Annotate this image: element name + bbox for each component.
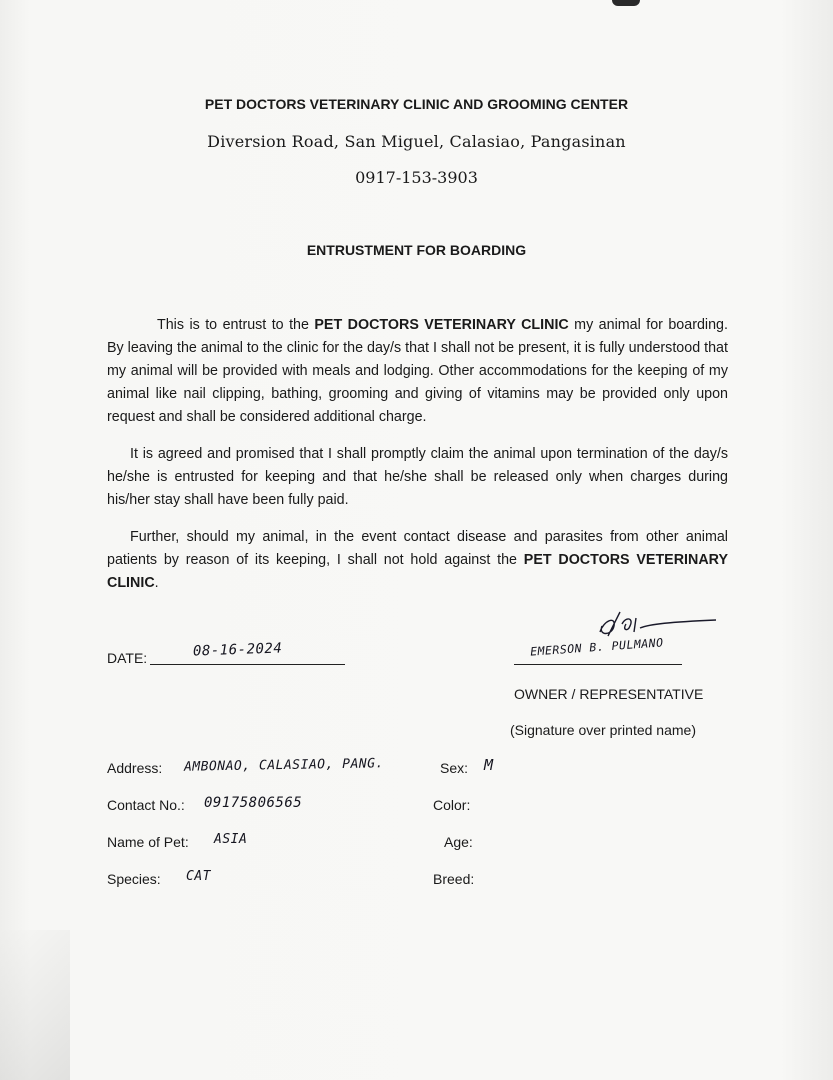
breed-label: Breed: (433, 871, 475, 887)
clinic-address: Diversion Road, San Miguel, Calasiao, Pangasinan (207, 132, 626, 151)
pet-name-value: ASIA (214, 832, 248, 847)
signature-line (514, 664, 682, 665)
address-label: Address: (107, 760, 163, 776)
document-title: ENTRUSTMENT FOR BOARDING (306, 242, 527, 258)
contact-label: Contact No.: (107, 797, 185, 813)
species-value: CAT (186, 869, 211, 884)
p1-text-after: my animal for boarding. By leaving the animal to the clinic for the day/s that I shall not be present, it is fully understood that my animal will be provided with meals and lodging. Other accommodations for the keeping of my animal like nail clipping, bathing, grooming and giving of vitamins may be provided only upon request and shall be considered additional charge. (107, 317, 728, 425)
pet-name-label: Name of Pet: (107, 834, 189, 850)
p1-text-before: This is to entrust to the (157, 317, 315, 333)
p3-text-after: . (154, 575, 159, 591)
owner-label: OWNER / REPRESENTATIVE (514, 686, 704, 702)
p3-clinic-name: PET DOCTORS VETERINARY CLINIC (107, 552, 728, 591)
paper-fold-shadow (0, 930, 70, 1080)
p3-text-before: Further, should my animal, in the event contact disease and parasites from other animal patients by reason of its keeping, I shall not hold against the (107, 529, 728, 568)
p1-clinic-name: PET DOCTORS VETERINARY CLINIC (314, 317, 569, 333)
address-value: AMBONAO, CALASIAO, PANG. (183, 756, 384, 775)
clinic-name: PET DOCTORS VETERINARY CLINIC AND GROOMING CENTER (204, 96, 629, 112)
age-label: Age: (444, 834, 473, 850)
clinic-phone: 0917-153-3903 (355, 168, 478, 187)
sex-label: Sex: (440, 760, 469, 776)
date-label: DATE: (107, 650, 148, 666)
date-value: 08-16-2024 (192, 640, 283, 660)
signature-caption: (Signature over printed name) (510, 722, 696, 738)
paragraph-agreement: It is agreed and promised that I shall promptly claim the animal upon termination of the day/s he/she is entrusted for keeping and that he/she shall be released only when charges during his/her stay shall have been fully paid. (107, 446, 728, 508)
paragraph-liability (107, 526, 728, 595)
sex-value: M (484, 756, 494, 774)
signer-printed-name: EMERSON B. PULMANO (529, 635, 664, 659)
scan-mark (612, 0, 640, 6)
date-line (150, 664, 345, 665)
contact-value: 09175806565 (204, 795, 303, 811)
color-label: Color: (433, 797, 471, 813)
species-label: Species: (107, 871, 161, 887)
paragraph-entrust (107, 314, 728, 429)
